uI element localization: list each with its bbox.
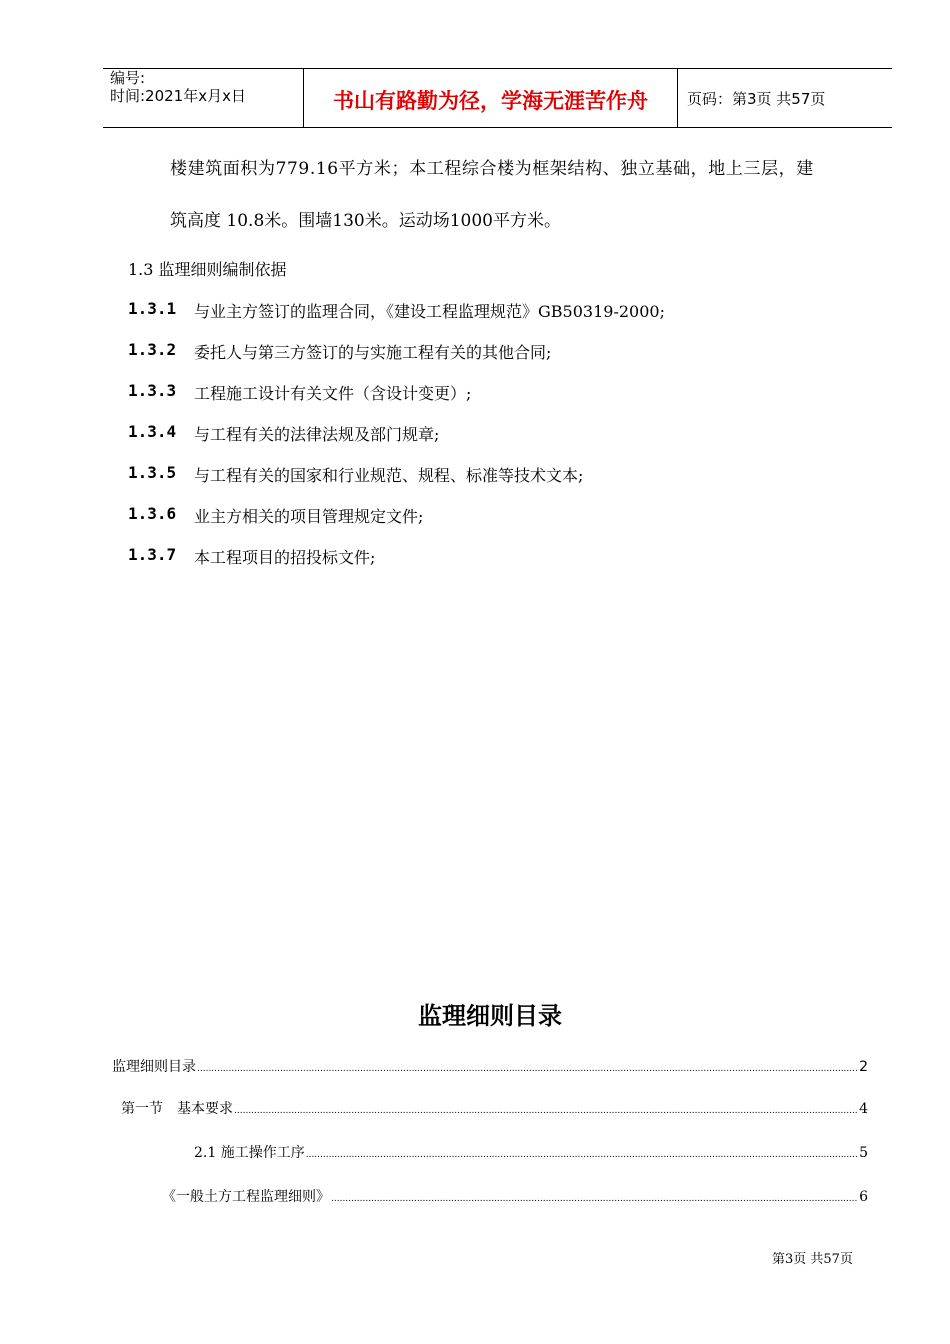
basis-item-text: 工程施工设计有关文件（含设计变更）; (194, 384, 472, 403)
basis-item (128, 381, 848, 422)
page-footer: 第3页 共57页 (772, 1252, 853, 1267)
toc-entry[interactable] (112, 1056, 868, 1076)
basis-item-number: 1.3.4 (128, 422, 177, 441)
toc-leader-dots (306, 1145, 858, 1161)
basis-item-number: 1.3.5 (128, 463, 177, 482)
basis-item-number: 1.3.6 (128, 504, 177, 523)
toc-entry-page: 6 (859, 1189, 868, 1205)
header-page-cell (678, 69, 892, 128)
header-motto-cell (303, 69, 678, 128)
toc-entry[interactable] (194, 1142, 868, 1162)
header-motto: 书山有路勤为径，学海无涯苦作舟 (333, 88, 648, 113)
basis-item-number: 1.3.7 (128, 545, 177, 564)
toc-entry-title[interactable]: 第一节 基本要求 (121, 1101, 233, 1117)
basis-item (128, 422, 848, 463)
toc-entry-page: 2 (859, 1059, 868, 1075)
toc-entry-title[interactable]: 《一般土方工程监理细则》 (162, 1189, 330, 1205)
basis-item (128, 299, 848, 340)
paragraph-line-2: 筑高度 10.8米。围墙130米。运动场1000平方米。 (170, 211, 561, 231)
basis-item-text: 业主方相关的项目管理规定文件; (194, 507, 424, 526)
toc-entry[interactable] (162, 1186, 868, 1206)
basis-item-text: 与工程有关的法律法规及部门规章; (194, 425, 440, 444)
basis-item-number: 1.3.3 (128, 381, 177, 400)
basis-item (128, 545, 848, 586)
basis-item-number: 1.3.2 (128, 340, 177, 359)
toc-entry-page: 5 (859, 1145, 868, 1161)
section-title-1-3: 1.3 监理细则编制依据 (128, 260, 287, 279)
basis-item (128, 340, 848, 381)
basis-list (128, 299, 848, 586)
toc-leader-dots (197, 1059, 858, 1075)
document-number-label: 编号: (110, 69, 146, 87)
toc-entry[interactable] (121, 1098, 868, 1118)
basis-item (128, 504, 848, 545)
toc-entry-page: 4 (859, 1101, 868, 1117)
toc-leader-dots (331, 1189, 858, 1205)
basis-item (128, 463, 848, 504)
basis-item-text: 委托人与第三方签订的与实施工程有关的其他合同; (194, 343, 552, 362)
toc-entry-title[interactable]: 监理细则目录 (112, 1059, 196, 1075)
toc-entry-title[interactable]: 2.1 施工操作工序 (194, 1145, 305, 1161)
basis-item-text: 本工程项目的招投标文件; (194, 548, 376, 567)
basis-item-number: 1.3.1 (128, 299, 177, 318)
basis-item-text: 与业主方签订的监理合同，《建设工程监理规范》GB50319-2000; (194, 302, 665, 321)
header-meta-cell (103, 69, 303, 128)
paragraph-line-1: 楼建筑面积为779.16平方米；本工程综合楼为框架结构、独立基础，地上三层，建 (170, 159, 814, 179)
document-time-label: 时间:2021年x月x日 (110, 87, 246, 105)
header-page-code: 页码：第3页 共57页 (687, 90, 826, 108)
page-header (103, 68, 892, 128)
toc-leader-dots (234, 1101, 858, 1117)
toc-heading: 监理细则目录 (418, 1002, 562, 1030)
basis-item-text: 与工程有关的国家和行业规范、规程、标准等技术文本; (194, 466, 584, 485)
